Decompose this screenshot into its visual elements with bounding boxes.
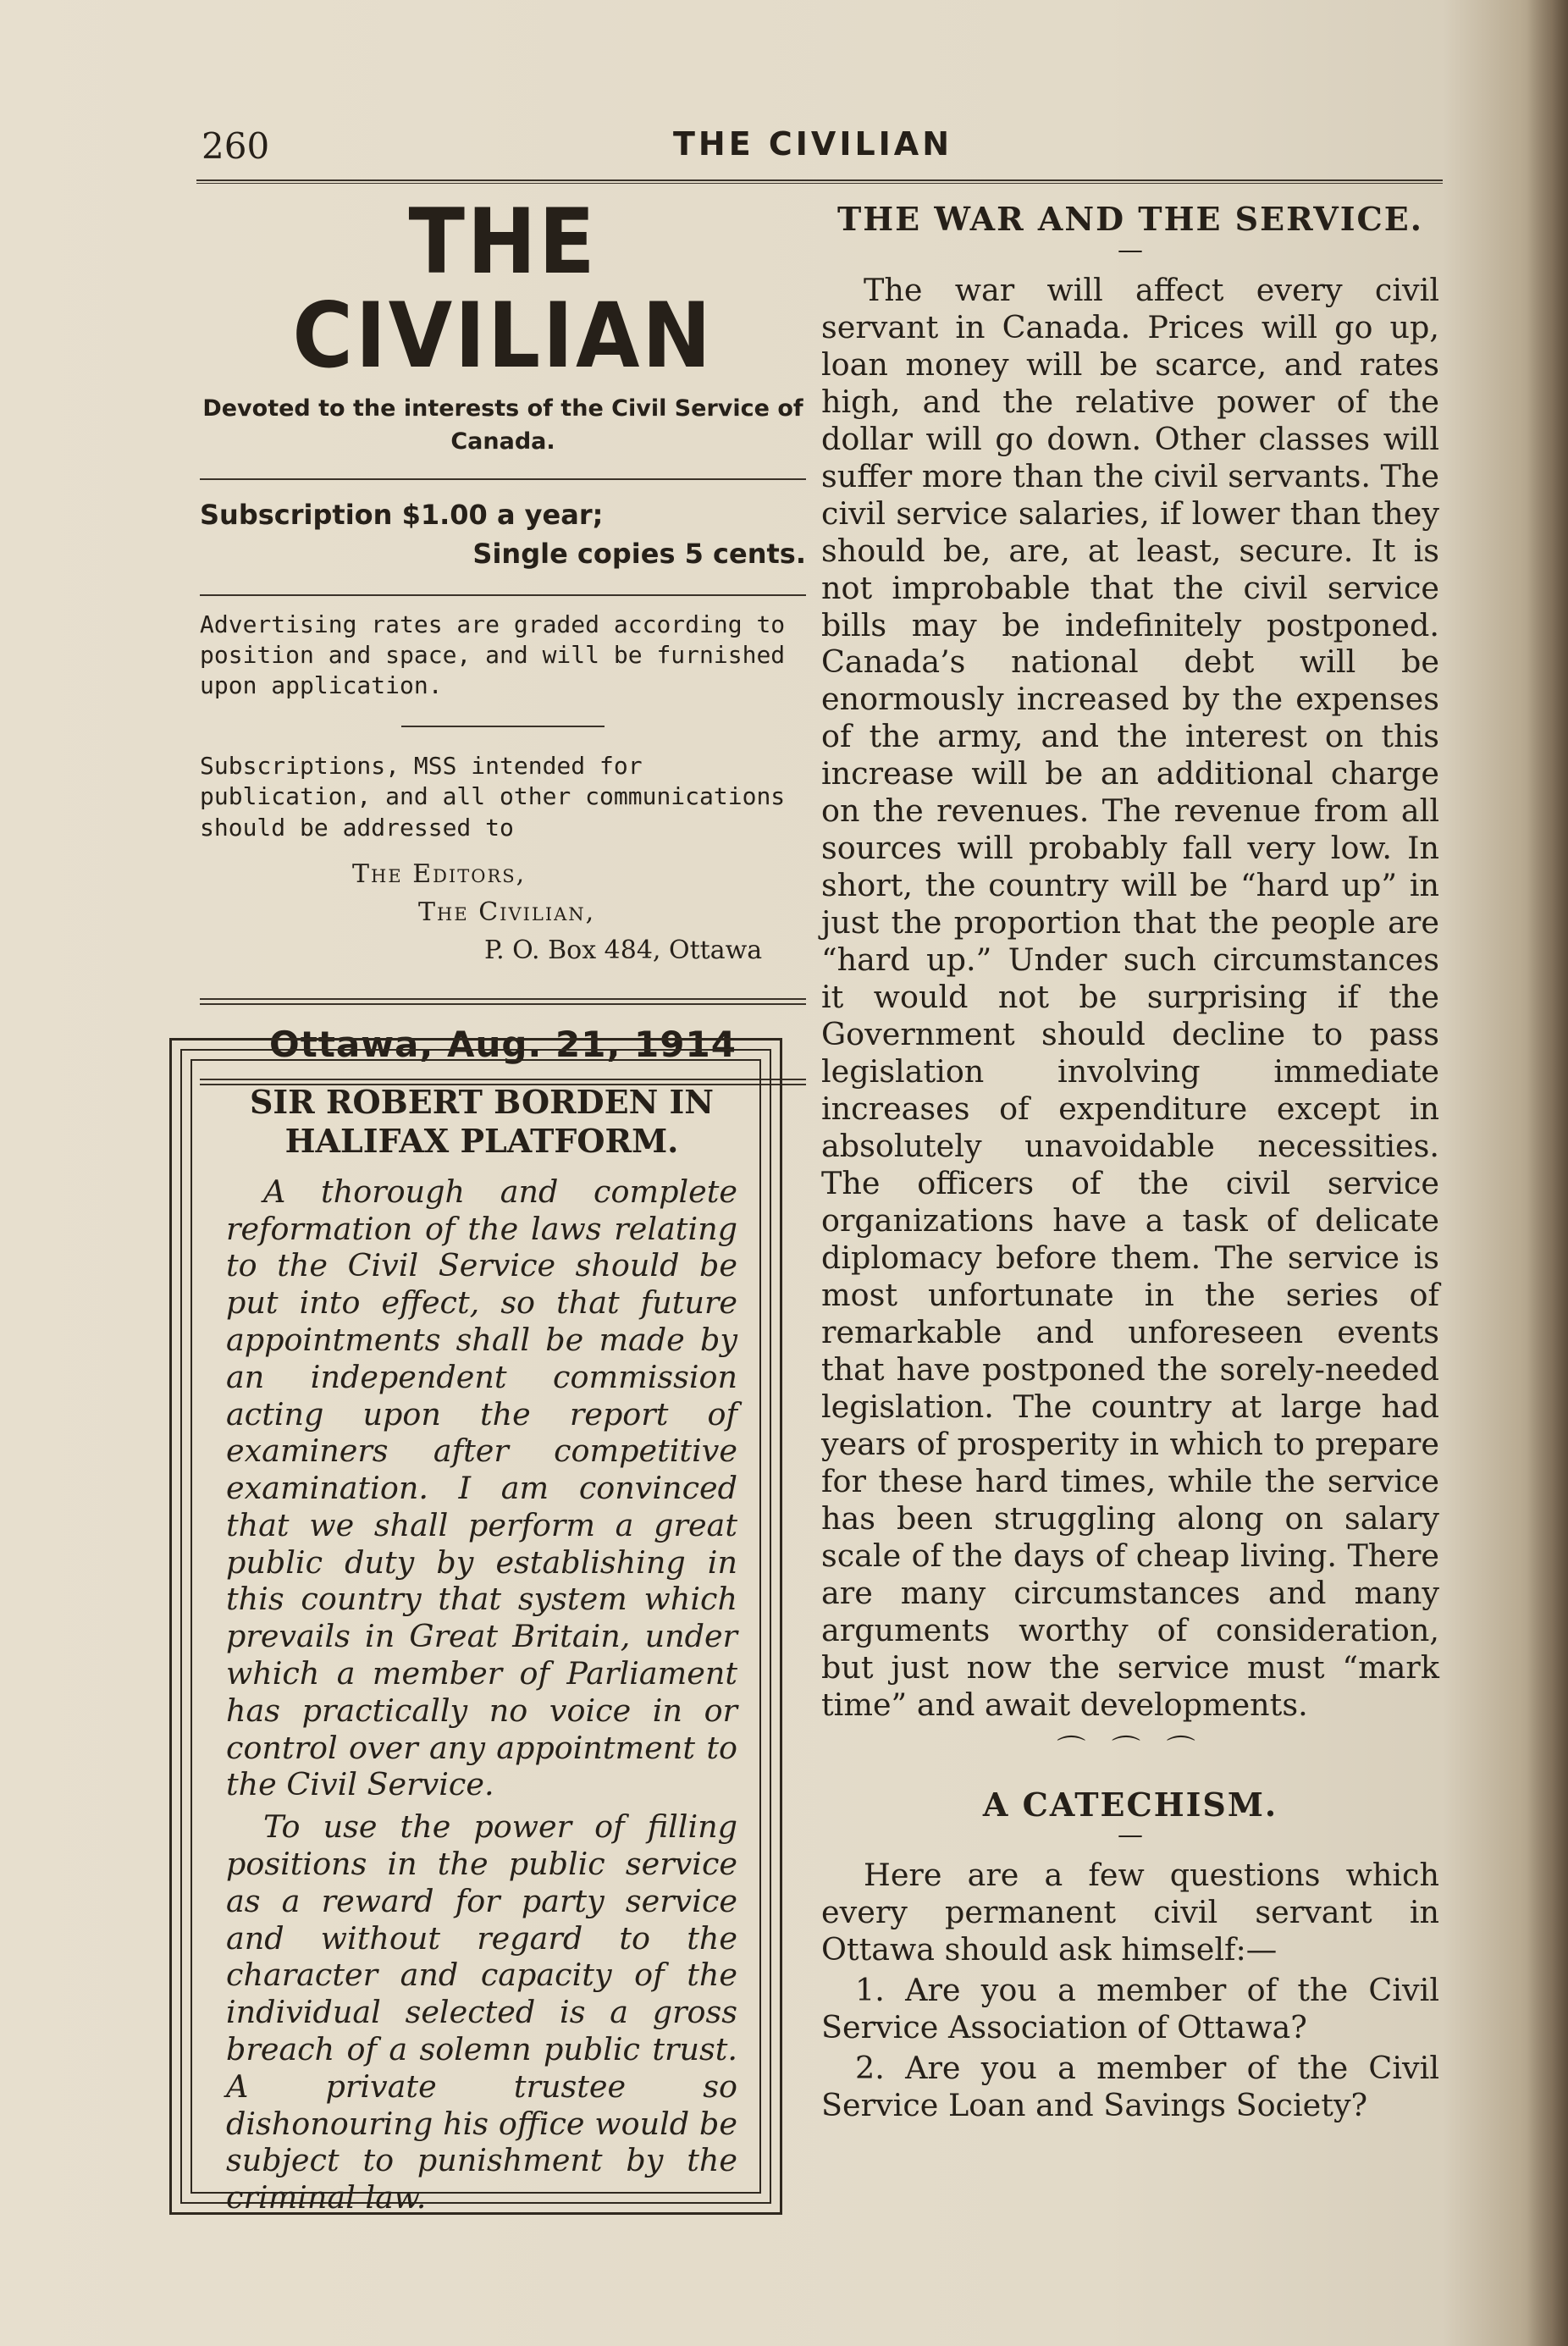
date-rule-top — [200, 998, 806, 1005]
catechism-question — [821, 2050, 1439, 2124]
right-column — [821, 200, 1439, 2124]
boxed-article-heading: SIR ROBERT BORDEN IN HALIFAX PLATFORM. — [249, 1083, 715, 1161]
box-inner-frame — [180, 1049, 771, 2216]
address-editors: The Editors, — [352, 859, 527, 889]
address-box: P. O. Box 484, Ottawa — [484, 936, 763, 965]
catechism-dash: — — [1118, 1820, 1143, 1851]
war-article-body: The war will affect every civil servant in Canada. Prices will go up, loan money will be scarce, and rates high, and the relative power of the dollar will go down. Other classes will suffer more than the civil servants. The civil service salaries, if lower than they should be, are, at least, secure. It is not improbable that the civil service bills may be indefinitely postponed. Canada’s national debt will be enormously increased by the expenses of the army, and the interest on this increase will be an additional charge on the revenues. The revenue from all sources will probably fall very low. In short, the country will be “hard up” in just the proportion that the people are “hard up.” Under such circumstances it would not be surprising if the Government should decline to pass legislation involving immediate increases of expenditure except in absolutely unavoidable necessities. The officers of the civil service organizations have a task of delicate diplomacy before them. The service is most unfortunate in the series of remarkable and unforeseen events that have postponed the sorely-needed legislation. The country at large had years of prosperity in which to prepare for these hard times, while the service has been struggling along on salary scale of the days of cheap living. There are many circumstances and many arguments worthy of consideration, but just now the service must “mark time” and await developments. — [821, 271, 1439, 1723]
question-number: 1. — [855, 1972, 885, 2009]
subscription-rule — [200, 594, 806, 596]
boxed-article-paragraph: A thorough and complete reformation of the laws relating to the Civil Service should be put into effect, so that future appointments shall be made by an independent commission acting upon the report of examiners after competitive examination. I am convinced that we shall perform a great public duty by establishing in this country that system which prevails in Great Britain, under which a member of Parliament has practically no voice in or control over any appointment to the Civil Service. — [226, 1173, 737, 1803]
single-copy-price: Single copies 5 cents. — [472, 538, 806, 571]
short-divider — [401, 726, 605, 727]
question-text: Are you a member of the Civil Service Loan and Savings Society? — [821, 2050, 1439, 2124]
catechism-intro: Here are a few questions which every permanent civil servant in Ottawa should ask himself:— — [821, 1857, 1439, 1968]
header-rule — [196, 179, 1443, 184]
dateline: Ottawa, Aug. 21, 1914 — [269, 1024, 737, 1065]
catechism-question — [821, 1972, 1439, 2046]
boxed-article-paragraph: To use the power of filling positions in the public service as a reward for party service and without regard to the character and capacity of the individual selected is a gross breach of a solemn public trust. A private trustee so dishonouring his office would be subject to punishment by the criminal law. — [226, 1808, 737, 2216]
masthead-title: THE CIVILIAN — [292, 190, 714, 389]
catechism-heading: A CATECHISM. — [982, 1785, 1278, 1824]
boxed-article — [169, 1038, 782, 2215]
advertising-note: Advertising rates are graded according to position and space, and will be furnished upon application. — [200, 610, 786, 700]
subscription-price: Subscription $1.00 a year; — [200, 498, 604, 531]
question-number: 2. — [855, 2050, 885, 2087]
page-binding-edge — [1527, 0, 1568, 2346]
war-article-heading: THE WAR AND THE SERVICE. — [836, 200, 1423, 238]
masthead-devoted: Devoted to the interests of the Civil Service of Canada. — [202, 395, 803, 455]
subscription-block — [200, 495, 806, 574]
box-content — [190, 1059, 761, 2216]
subscriptions-note: Subscriptions, MSS intended for publication, and all other communications should be addressed to — [200, 751, 786, 842]
section-ornament: ⌒ ⌒ ⌒ — [1057, 1733, 1204, 1768]
page-number: 260 — [202, 125, 270, 167]
question-text: Are you a member of the Civil Service Association of Ottawa? — [821, 1972, 1439, 2046]
running-head-title: THE CIVILIAN — [672, 125, 953, 163]
masthead — [200, 190, 806, 1085]
war-article-dash: — — [1118, 235, 1143, 265]
masthead-rule — [200, 478, 806, 480]
address-civilian: The Civilian, — [418, 897, 596, 927]
